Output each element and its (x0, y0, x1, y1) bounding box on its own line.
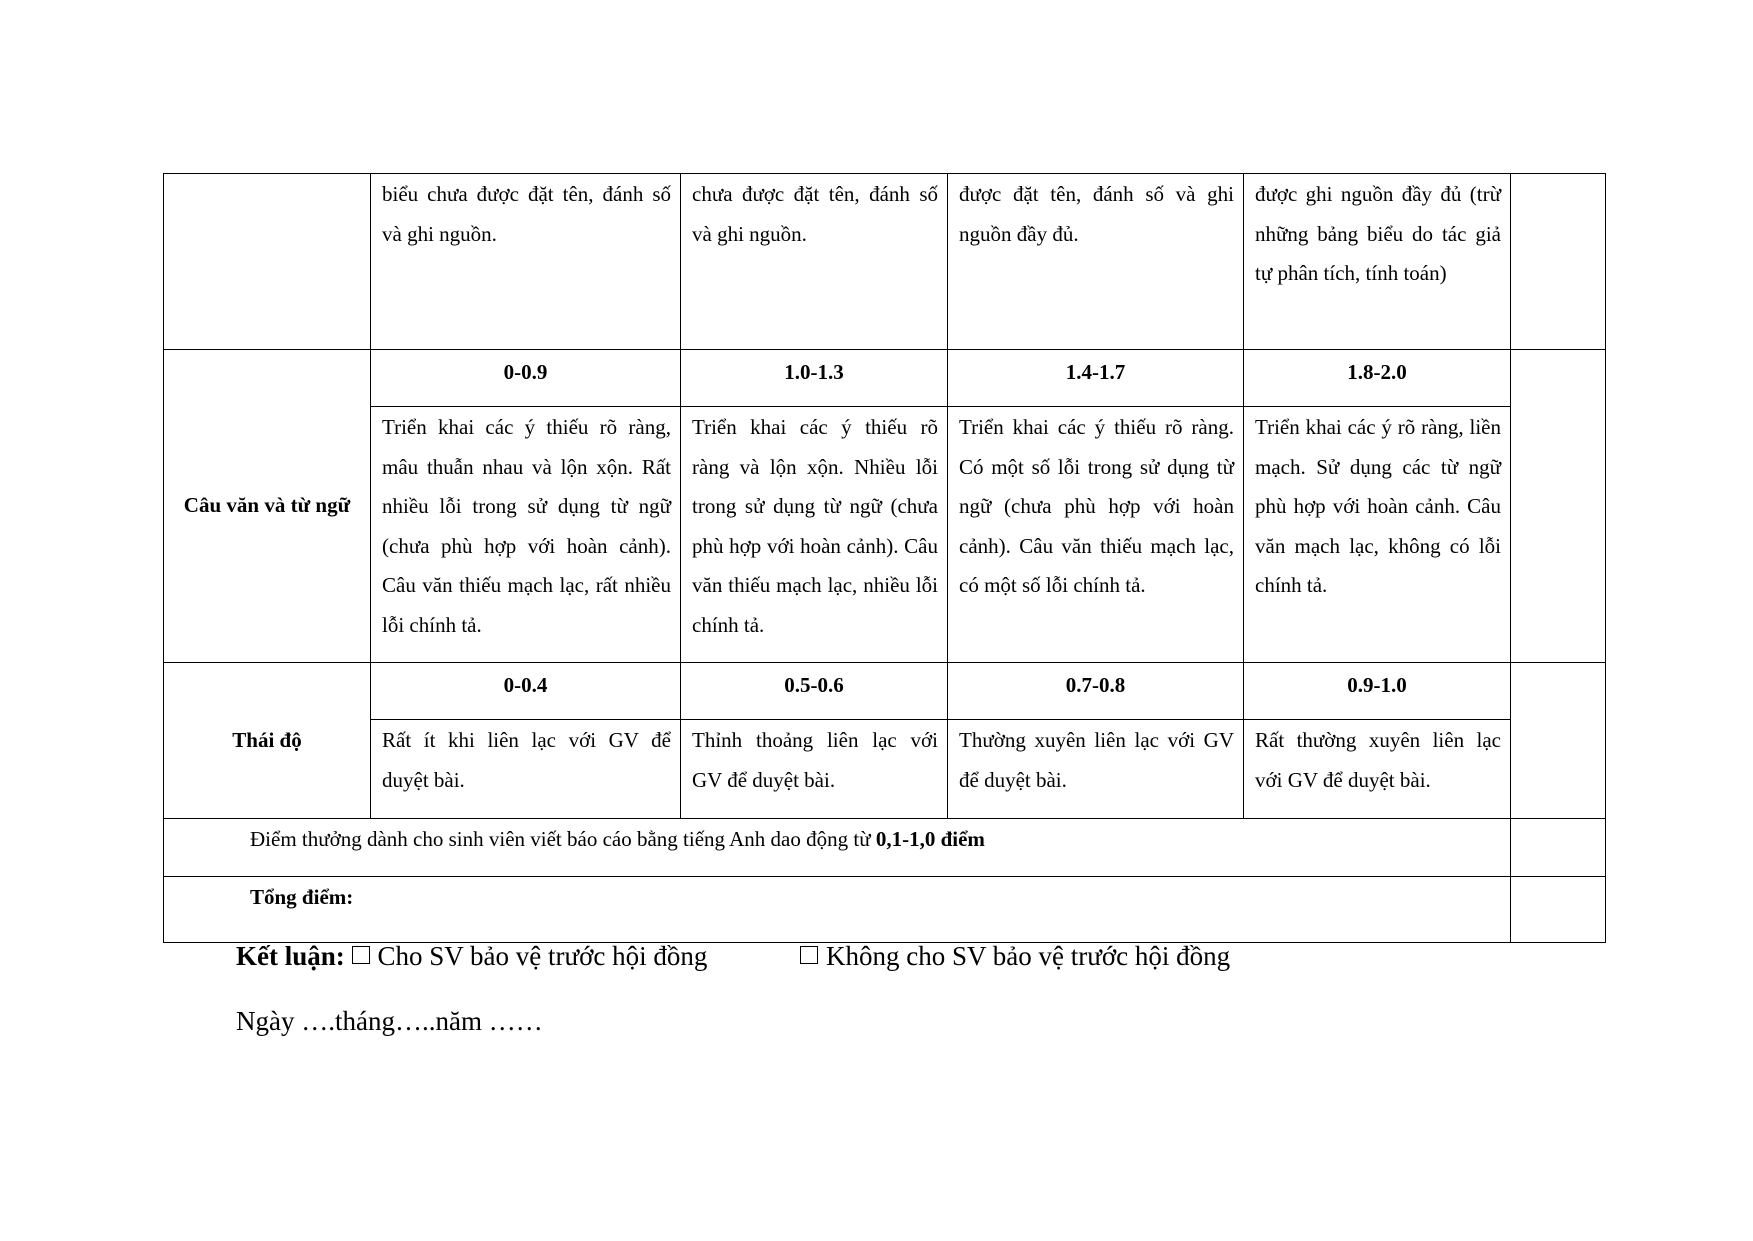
description-cell: được ghi nguồn đầy đủ (trừ những bảng biểu do tác giả tự phân tích, tính toán) (1244, 174, 1511, 350)
description-cell: chưa được đặt tên, đánh số và ghi nguồn. (681, 174, 948, 350)
checkbox-icon[interactable] (800, 946, 818, 964)
description-cell: biểu chưa được đặt tên, đánh số và ghi nguồn. (371, 174, 681, 350)
conclusion-label: Kết luận: (236, 941, 345, 971)
criterion-cell: Thái độ (164, 663, 371, 819)
bonus-range: 0,1-1,0 điểm (875, 827, 985, 851)
score-entry-cell (1511, 174, 1606, 350)
criterion-cell: Câu văn và từ ngữ (164, 350, 371, 663)
score-range-cell: 0.5-0.6 (681, 663, 948, 720)
description-cell: Rất ít khi liên lạc với GV để duyệt bài. (371, 720, 681, 819)
description-cell: Rất thường xuyên liên lạc với GV để duyệt bài. (1244, 720, 1511, 819)
checkbox-icon[interactable] (352, 946, 370, 964)
criterion-cell (164, 174, 371, 350)
description-cell: Thỉnh thoảng liên lạc với GV để duyệt bài. (681, 720, 948, 819)
score-range-cell: 0-0.9 (371, 350, 681, 407)
description-cell: Triển khai các ý thiếu rõ ràng, mâu thuẫn nhau và lộn xộn. Rất nhiều lỗi trong sử dụng từ ngữ (chưa phù hợp với hoàn cảnh). Câu văn thiếu mạch lạc, rất nhiều lỗi chính tả. (371, 407, 681, 663)
table-row (164, 407, 1606, 663)
total-label-cell: Tổng điểm: (164, 877, 1511, 943)
conclusion-line (236, 941, 707, 972)
description-cell: Triển khai các ý thiếu rõ ràng. Có một số lỗi trong sử dụng từ ngữ (chưa phù hợp với hoàn cảnh). Câu văn thiếu mạch lạc, có một số lỗi chính tả. (948, 407, 1244, 663)
description-cell: Triển khai các ý thiếu rõ ràng và lộn xộn. Nhiều lỗi trong sử dụng từ ngữ (chưa phù hợp với hoàn cảnh). Câu văn thiếu mạch lạc, nhiều lỗi chính tả. (681, 407, 948, 663)
conclusion-option-line (800, 941, 1230, 972)
description-cell: Triển khai các ý rõ ràng, liền mạch. Sử dụng các từ ngữ phù hợp với hoàn cảnh. Câu văn mạch lạc, không có lỗi chính tả. (1244, 407, 1511, 663)
grading-rubric-table (163, 173, 1606, 943)
score-range-cell: 0.7-0.8 (948, 663, 1244, 720)
score-range-cell: 1.0-1.3 (681, 350, 948, 407)
score-entry-cell (1511, 350, 1606, 663)
table-row (164, 819, 1606, 877)
option-allow-defense: Cho SV bảo vệ trước hội đồng (377, 941, 708, 971)
table-row (164, 663, 1606, 720)
bonus-score-cell (1511, 819, 1606, 877)
score-range-cell: 1.4-1.7 (948, 350, 1244, 407)
option-deny-defense: Không cho SV bảo vệ trước hội đồng (826, 941, 1231, 971)
total-score-cell (1511, 877, 1606, 943)
description-cell: Thường xuyên liên lạc với GV để duyệt bài. (948, 720, 1244, 819)
table-row (164, 720, 1606, 819)
table-row (164, 174, 1606, 350)
bonus-note-cell (164, 819, 1511, 877)
score-entry-cell (1511, 663, 1606, 819)
description-cell: được đặt tên, đánh số và ghi nguồn đầy đủ. (948, 174, 1244, 350)
date-line: Ngày ….tháng…..năm …… (236, 1006, 543, 1036)
score-range-cell: 1.8-2.0 (1244, 350, 1511, 407)
score-range-cell: 0-0.4 (371, 663, 681, 720)
bonus-text: Điểm thưởng dành cho sinh viên viết báo cáo bằng tiếng Anh dao động từ (250, 827, 876, 851)
table-row (164, 350, 1606, 407)
score-range-cell: 0.9-1.0 (1244, 663, 1511, 720)
table-row (164, 877, 1606, 943)
